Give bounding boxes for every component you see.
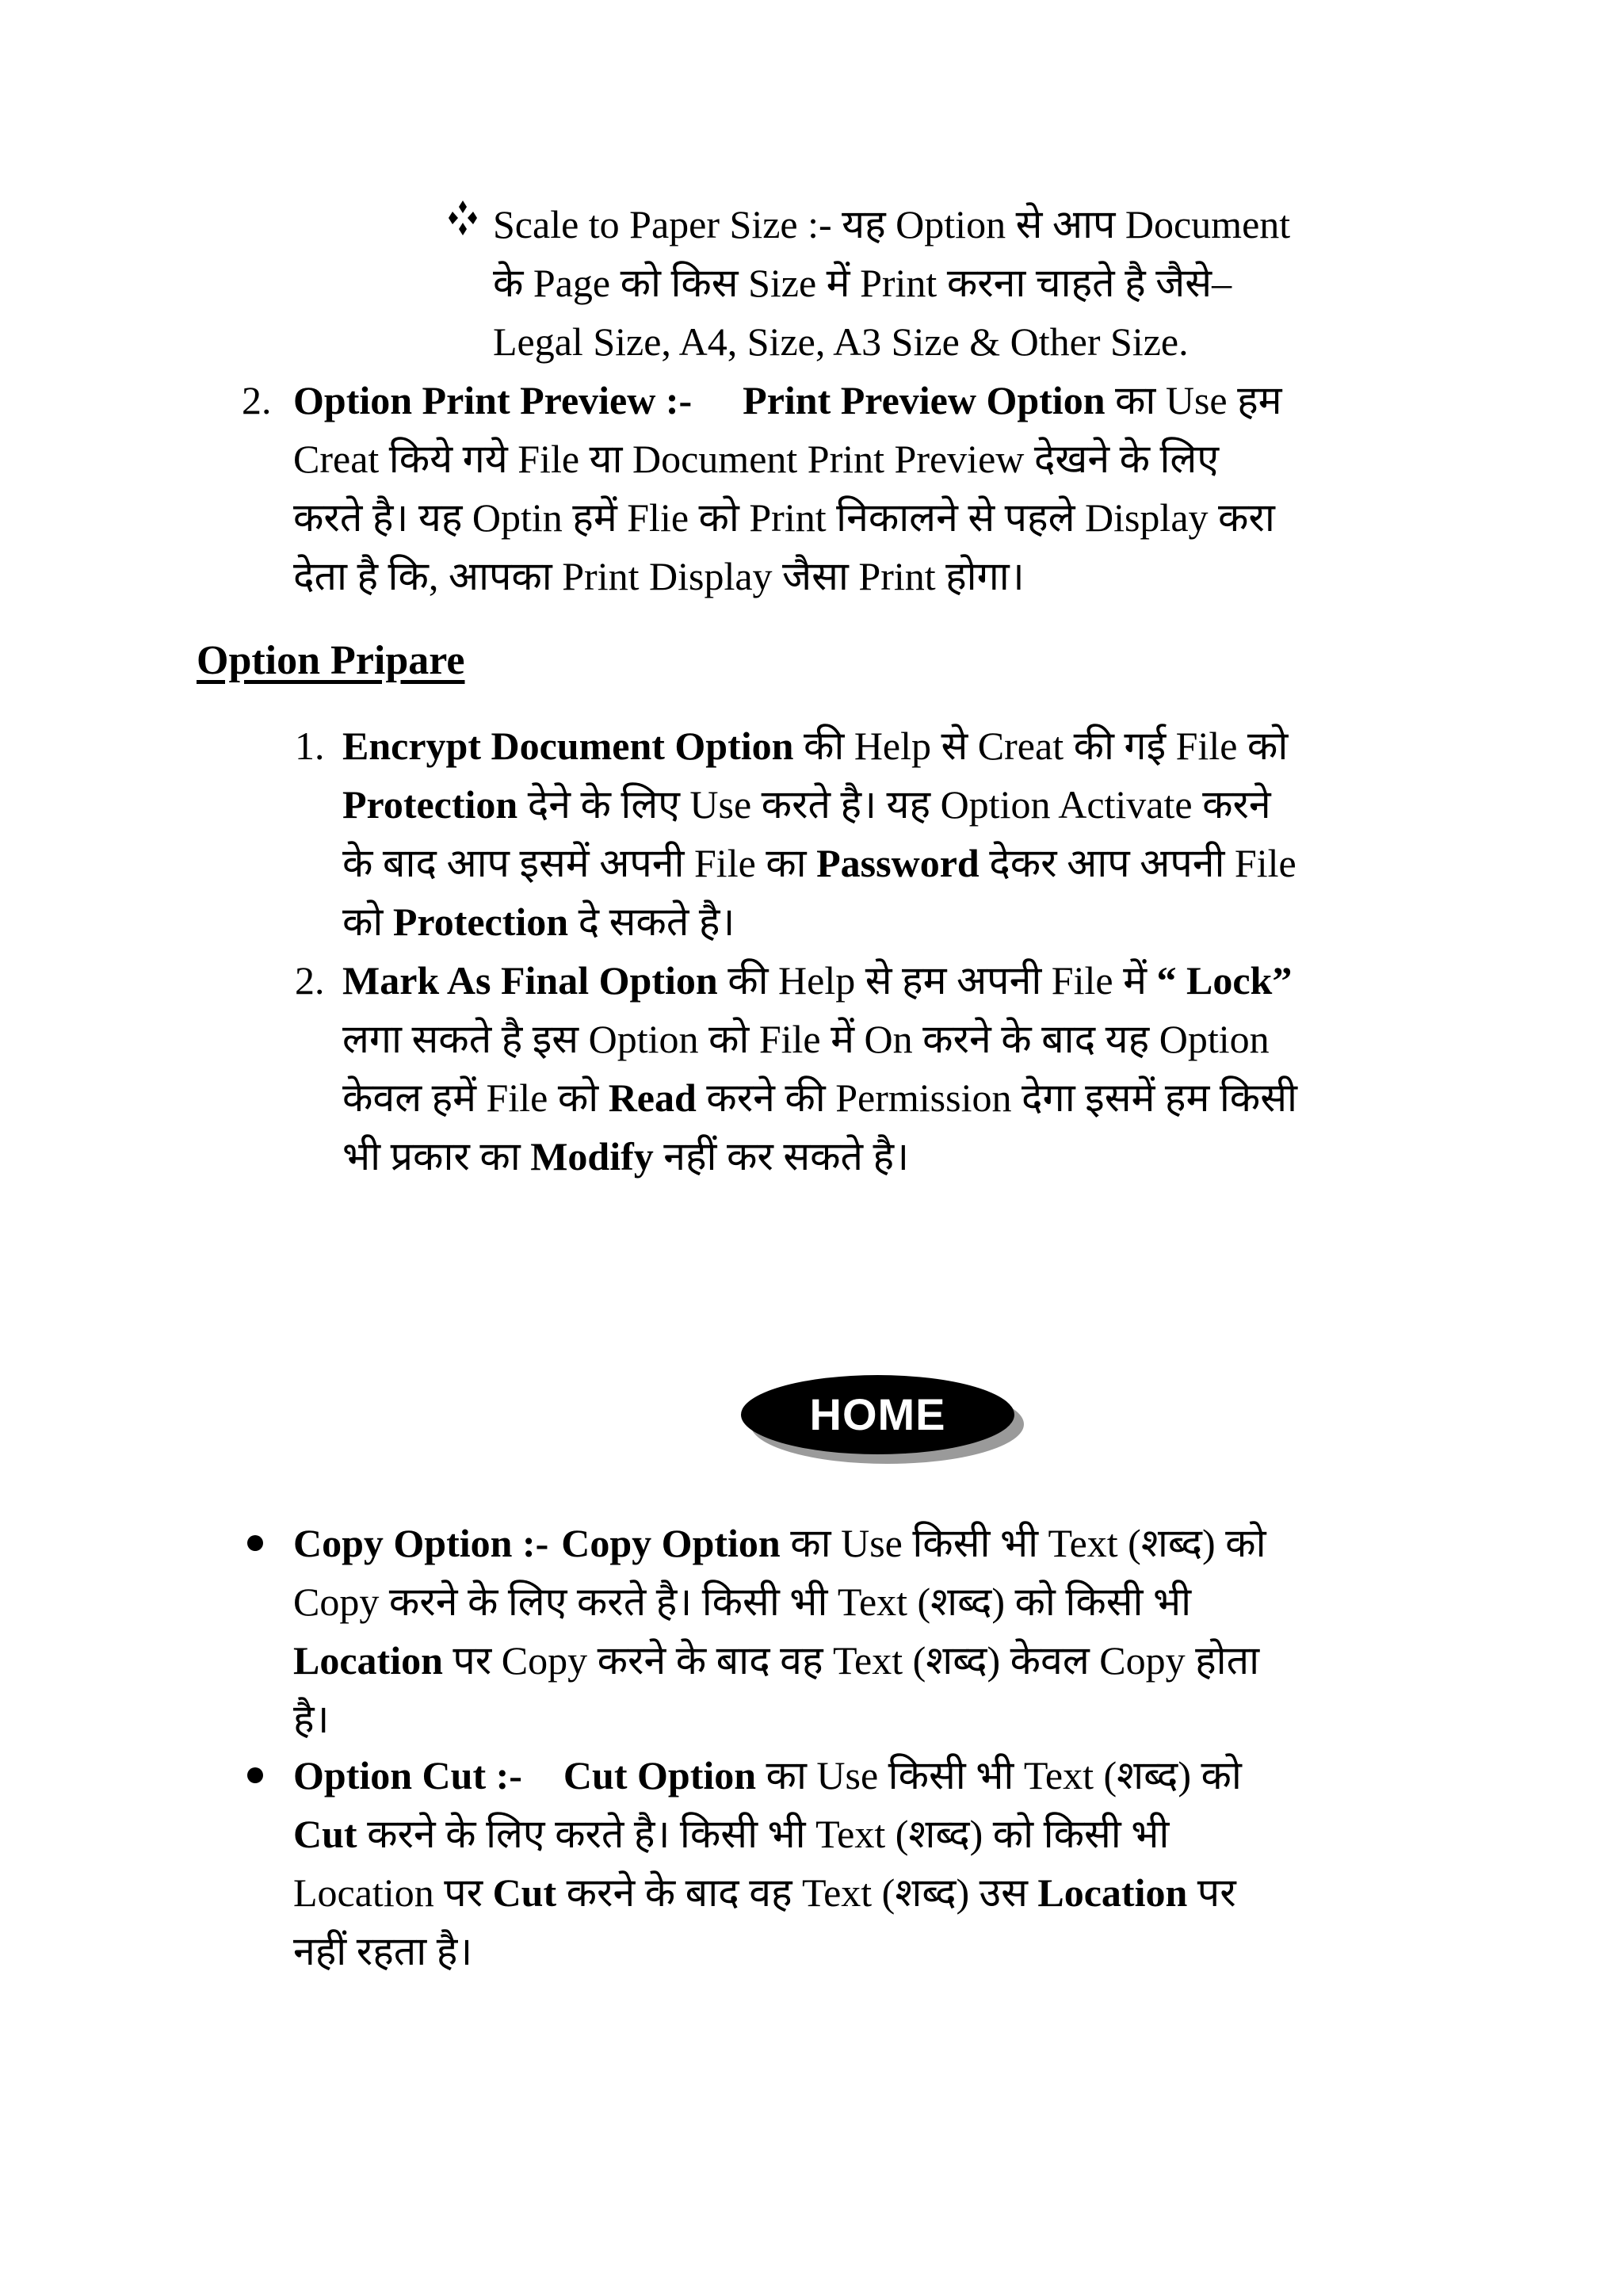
copy-line-4: है। bbox=[293, 1697, 330, 1741]
mark-final-line-1: Mark As Final Option की Help से हम अपनी File में “ Lock” bbox=[342, 958, 1293, 1003]
scale-to-paper-item bbox=[493, 195, 1403, 371]
print-preview-option: Print Preview Option bbox=[743, 378, 1106, 422]
mark-final-line-4: भी प्रकार का Modify नहीं कर सकते है। bbox=[342, 1134, 910, 1179]
print-preview-line-1: Option Print Preview :- Print Preview Option का Use हम bbox=[293, 378, 1282, 422]
scale-line-2: के Page को किस Size में Print करना चाहते है जैसे– bbox=[493, 261, 1232, 305]
print-preview-line-2: Creat किये गये File या Document Print Preview देखने के लिए bbox=[293, 437, 1219, 481]
mark-final-item bbox=[342, 951, 1417, 1186]
home-banner bbox=[741, 1375, 1026, 1466]
print-preview-line-4: देता है कि, आपका Print Display जैसा Print होगा। bbox=[293, 554, 1025, 598]
bullet-dot-icon bbox=[247, 1767, 263, 1783]
print-preview-title: Option Print Preview :- bbox=[293, 378, 693, 422]
print-preview-item bbox=[293, 371, 1417, 606]
copy-line-2: Copy करने के लिए करते है। किसी भी Text (शब्द) को किसी भी bbox=[293, 1580, 1192, 1624]
bullet-dot-icon bbox=[247, 1535, 263, 1551]
print-preview-line-3: करते है। यह Optin हमें Flie को Print निकालने से पहले Display करा bbox=[293, 495, 1275, 540]
list-number: 2. bbox=[242, 378, 272, 422]
cut-option-item bbox=[293, 1746, 1417, 1981]
cut-line-4: नहीं रहता है। bbox=[293, 1929, 473, 1973]
encrypt-line-1: Encrypt Document Option की Help से Creat की गई File को bbox=[342, 724, 1289, 768]
copy-line-3: Location पर Copy करने के बाद वह Text (शब्द) केवल Copy होता bbox=[293, 1638, 1260, 1683]
cut-line-1: Option Cut :- Cut Option का Use किसी भी Text (शब्द) को bbox=[293, 1753, 1242, 1797]
cut-line-3: Location पर Cut करने के बाद वह Text (शब्द) उस Location पर bbox=[293, 1870, 1236, 1915]
four-diamond-bullet-icon bbox=[441, 196, 485, 240]
copy-option-item bbox=[293, 1514, 1417, 1748]
mark-final-line-2: लगा सकते है इस Option को File में On करने के बाद यह Option bbox=[342, 1017, 1270, 1061]
section-heading: Option Pripare bbox=[197, 638, 465, 683]
list-number: 2. bbox=[295, 958, 325, 1003]
mark-final-line-3: केवल हमें File को Read करने की Permission देगा इसमें हम किसी bbox=[342, 1075, 1297, 1120]
encrypt-line-4: को Protection दे सकते है। bbox=[342, 900, 735, 944]
encrypt-line-3: के बाद आप इसमें अपनी File का Password देकर आप अपनी File bbox=[342, 841, 1296, 885]
scale-line-3: Legal Size, A4, Size, A3 Size & Other Size. bbox=[493, 319, 1189, 364]
encrypt-line-2: Protection देने के लिए Use करते है। यह Option Activate करने bbox=[342, 782, 1271, 827]
cut-line-2: Cut करने के लिए करते है। किसी भी Text (शब्द) को किसी भी bbox=[293, 1812, 1170, 1856]
copy-line-1: Copy Option :- Copy Option का Use किसी भी Text (शब्द) को bbox=[293, 1521, 1266, 1565]
home-label: HOME bbox=[741, 1375, 1014, 1454]
scale-line-1: Scale to Paper Size :- यह Option से आप Document bbox=[493, 202, 1291, 246]
list-number: 1. bbox=[295, 724, 325, 768]
encrypt-item bbox=[342, 716, 1417, 951]
